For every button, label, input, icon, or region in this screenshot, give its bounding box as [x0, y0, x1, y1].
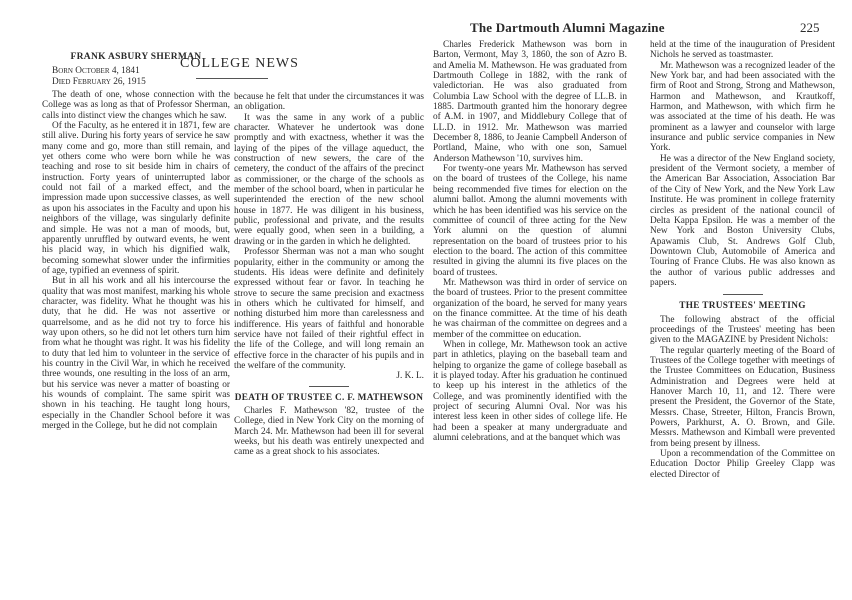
mathewson-paragraph-6: held at the time of the inauguration of President Nichols he served as toastmaster.	[650, 40, 835, 61]
mathewson-paragraph-4: Mr. Mathewson was third in order of service on the board of trustees. Prior to the present committee organization of the board, he served for many years on the finance committee. At the time of his death he was chairman of the committee on degrees and a member of the committee on education.	[433, 277, 627, 340]
sherman-dates	[42, 66, 230, 87]
sherman-born: Born October 4, 1841	[52, 66, 140, 77]
mathewson-paragraph-3: For twenty-one years Mr. Mathewson has served on the board of trustees of the College, his name being recommended five times for election on the alumni ballot. Among the alumni movements with which he has been identified was his service on the committee of council of three acting for the New York alumni on the question of alumni representation on the board of trustees prior to his election to the board. The action of this committee resulted in giving the alumni its five places on the board of trustees.	[433, 164, 627, 278]
column-2	[234, 92, 424, 458]
sherman-heading: FRANK ASBURY SHERMAN	[70, 52, 202, 62]
mathewson-paragraph-5: When in college, Mr. Mathewson took an active part in athletics, playing on the baseball team and helping to organize the game of college baseball as it is played today. After his graduation he continued to keep up his interest in the athletics of the College, and was prominently identified with the project of securing Alumni Oval. Nor was his interest less keen in other sides of college life. He had been a speaker at many undergraduate and alumni celebrations, and at the banquet which was	[433, 339, 627, 444]
sherman-died: Died February 26, 1915	[52, 76, 146, 87]
trustees-paragraph-1: The following abstract of the official proceedings of the Trustees' meeting has been given to the MAGAZINE by President Nichols:	[650, 314, 835, 346]
sherman-paragraph-2: Of the Faculty, as he entered it in 1871, few are still alive. During his forty years of service he saw many come and go, more than still remain, and yet others come who were born while he was teaching and rose to sit beside him in chairs of instruction. Forty years of uninterrupted labor could not fail of a marked effect, and the impression made upon successive classes, as well as upon his associates in the Faculty and upon his neighbors of the village, was singularly definite and simple. He was not a man of moods, but, apparently unruffled by outward events, he went his placid way, in which his dignified walk, becoming somewhat slower under the infirmities of age, typified an evenness of spirit.	[42, 121, 230, 276]
page-number: 225	[800, 20, 820, 35]
trustees-paragraph-2: The regular quarterly meeting of the Board of Trustees of the College together with meetings of the Trustee Committees on Education, Business Administration and Degrees were held at Hanover March 10, 11, and 12. There were present the President, the Governor of the State, Messrs. Chase, Streeter, Hilton, Francis Brown, Powers, Parkhurst, A. O. Brown, and Gile. Messrs. Mathewson and Kimball were prevented from being present by illness.	[650, 345, 835, 449]
sherman-paragraph-6: Professor Sherman was not a man who sought popularity, either in the community or among the students. His ideas were definite and definitely expressed without fear or favor. In teaching he strove to secure the same precision and exactness in others which he cultivated for himself, and nothing disturbed him more than carelessness and indifference. His years of faithful and honorable service have not failed of their rightful effect in the life of the College, and will long remain an effective force in the character of his pupils and in the welfare of the community.	[234, 247, 424, 371]
trustees-paragraph-3: Upon a recommendation of the Committee on Education Doctor Philip Greeley Clapp was elected Director of	[650, 449, 835, 480]
sherman-paragraph-3: But in all his work and all his intercourse the quality that was most manifest, marking his whole character, was fidelity. What he thought was his duty, that he did. He was not assertive or quarrelsome, and as he did not try to force his way upon others, so he did not let others turn him from what he thought was right. It was his fidelity to duty that led him to volunteer in the service of his country in the Civil War, in which he received three wounds, one resulting in the loss of an arm, but his service was never a matter of boasting or his wounds of complaint. The same spirit was shown in his teaching. He taught long hours, especially in the Chandler School before it was merged in the College, but he did not complain	[42, 276, 230, 432]
mathewson-heading: DEATH OF TRUSTEE C. F. MATHEWSON	[234, 392, 424, 403]
mathewson-paragraph-8: He was a director of the New England society, president of the Vermont society, a member of the American Bar Association, Association Bar of the City of New York, and the New York Law Institute. He was prominent in college fraternity circles as president of the national council of Delta Kappa Epsilon. He was a member of the New York and Boston University Clubs, Apawamis Club, St. Andrews Golf Club, Downtown Club, Automobile of America and Touring of France Clubs. He was also known as the author of various public addresses and papers.	[650, 153, 835, 288]
trustees-heading: THE TRUSTEES' MEETING	[679, 301, 806, 312]
sherman-signature: J. K. L.	[396, 371, 424, 382]
sherman-paragraph-1: The death of one, whose connection with the College was as long as that of Professor Sherman, calls into distinct view the changes which he saw.	[42, 90, 230, 121]
sherman-paragraph-4: because he felt that under the circumstances it was an obligation.	[234, 92, 424, 113]
divider-rule	[309, 386, 349, 387]
mathewson-paragraph-7: Mr. Mathewson was a recognized leader of the New York bar, and had been associated with the firm of Root and Strong, Strong and Mathewson, Harmon and Mathewson, and Krautkoff, Harmon, and Mathewson, with which firm he was associated at the time of his death. He was prominent as a lawyer and counselor with large insurance and public service companies in New York.	[650, 60, 835, 154]
column-4	[650, 40, 835, 480]
mathewson-paragraph-2: Charles Frederick Mathewson was born in Barton, Vermont, May 3, 1860, the son of Azro B. and Amelia M. Mathewson. He was graduated from Dartmouth College in 1882, with the rank of valedictorian. He was also graduated from Columbia Law School with the degree of LL.B. in 1885. Dartmouth granted him the honorary degree of A.M. in 1907, and Middlebury College that of LL.D. in 1912. Mr. Mathewson was married December 8, 1886, to Jeanie Campbell Anderson of Portland, Maine, who with one son, Samuel Anderson Mathewson '10, survives him.	[433, 40, 627, 164]
column-3	[433, 40, 627, 443]
magazine-title: The Dartmouth Alumni Magazine	[470, 20, 665, 35]
section-title: COLLEGE NEWS	[180, 56, 299, 71]
sherman-paragraph-5: It was the same in any work of a public character. Whatever he undertook was done promptly and with exactness, whether it was the laying of the pipes of the village aqueduct, the construction of new sewers, the care of the cemetery, the conduct of the affairs of the precinct as commissioner, or the charge of the schools as member of the school board, when in particular he superintended the erection of the new school house in 1877. He was diligent in his business, public, professional and private, and the results were equally good, when seen in a building, a drawing or in the garden in which he delighted.	[234, 112, 424, 247]
divider-rule-2	[723, 294, 763, 295]
column-1	[42, 52, 230, 431]
mathewson-paragraph-1: Charles F. Mathewson '82, trustee of the College, died in New York City on the morning of March 24. Mr. Mathewson had been ill for several weeks, but his death was entirely unexpected and came as a great shock to his associates.	[234, 405, 424, 458]
